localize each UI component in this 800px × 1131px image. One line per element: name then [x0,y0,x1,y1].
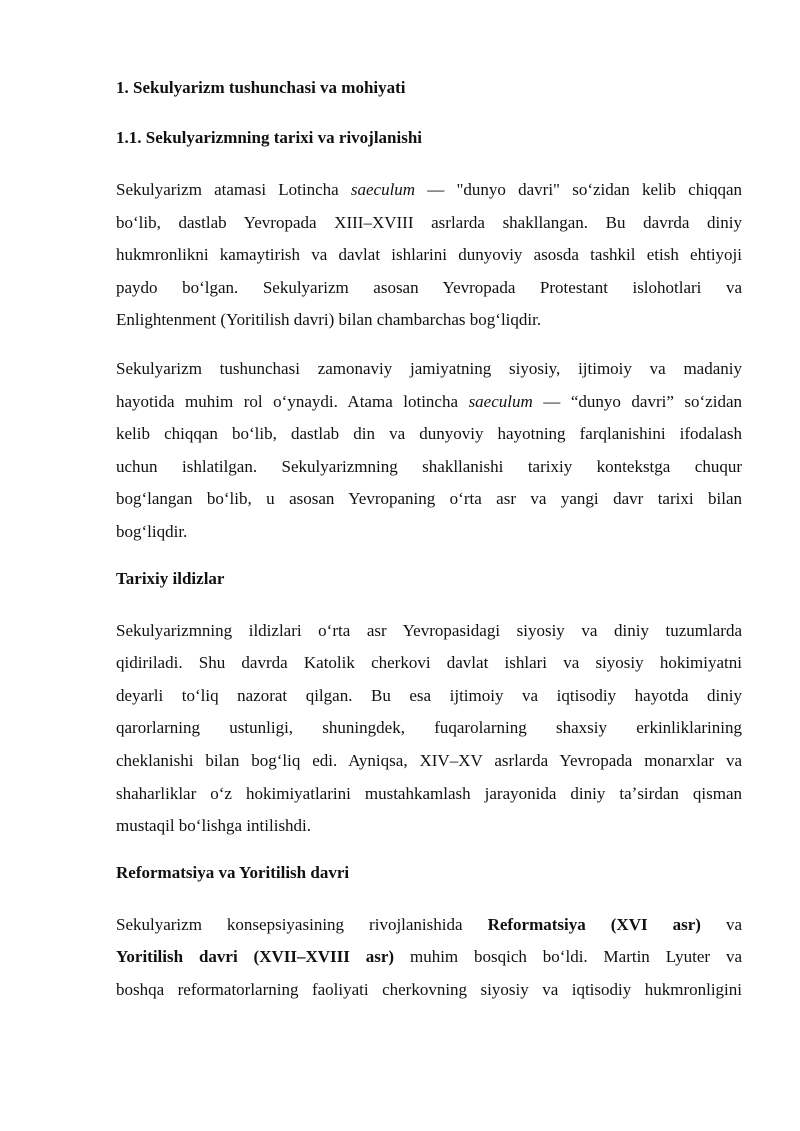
subheading-historical-roots: Tarixiy ildizlar [116,568,225,588]
bold-term: Reformatsiya (XVI asr) [487,914,701,934]
text-run: Sekulyarizm konsepsiyasining rivojlanishida [116,914,488,934]
text-run: muhim bosqich boʻldi. Martin Lyuter va [394,947,742,967]
paragraph-etymology [116,174,742,337]
text-line: boʻlib, dastlab Yevropada XIII–XVIII asrlarda shakllangan. Bu davrda diniy [116,212,742,232]
text-line: paydo boʻlgan. Sekulyarizm asosan Yevropada Protestant islohotlari va [116,277,742,297]
text-line: cheklanishi bilan bogʻliq edi. Ayniqsa, XIV–XV asrlarda Yevropada monarxlar va [116,750,742,770]
text-run: Sekulyarizm atamasi Lotincha [116,180,351,199]
text-line: hukmronlikni kamaytirish va davlat ishlarini dunyoviy asosda tashkil etish ehtiyoji [116,245,742,265]
text-line: qarorlarning ustunligi, shuningdek, fuqarolarning shaxsiy erkinliklarining [116,718,742,738]
text-line: qidiriladi. Shu davrda Katolik cherkovi davlat ishlari va siyosiy hokimiyatni [116,653,742,673]
italic-term: saeculum [468,391,533,411]
text-line: Sekulyarizm tushunchasi zamonaviy jamiyatning siyosiy, ijtimoiy va madaniy [116,358,742,378]
text-line: mustaqil boʻlishga intilishdi. [116,816,312,836]
text-run: va [700,914,742,934]
subheading-reformation: Reformatsiya va Yoritilish davri [116,862,350,882]
text-run: — "dunyo davri" soʻzidan kelib chiqqan [415,180,742,199]
text-line [116,386,742,419]
text-line: boshqa reformatorlarning faoliyati cherkovning siyosiy va iqtisodiy hukmronligini [116,979,742,999]
text-line: bogʻlangan boʻlib, u asosan Yevropaning oʻrta asr va yangi davr tarixi bilan [116,489,742,509]
bold-term: Yoritilish davri (XVII–XVIII asr) [116,947,395,967]
section-heading: 1. Sekulyarizm tushunchasi va mohiyati [116,78,406,97]
text-line: deyarli toʻliq nazorat qilgan. Bu esa ijtimoiy va iqtisodiy hayotda diniy [116,685,742,705]
text-line: shaharliklar oʻz hokimiyatlarini mustahkamlash jarayonida diniy taʼsirdan qisman [116,783,742,803]
text-line [116,941,742,974]
italic-term: saeculum [350,180,416,199]
text-line: kelib chiqqan boʻlib, dastlab din va dunyoviy hayotning farqlanishini ifodalash [116,424,742,444]
text-line: uchun ishlatilgan. Sekulyarizmning shakllanishi tarixiy kontekstga chuqur [116,456,742,476]
text-line [116,909,742,942]
text-run: — “dunyo davri” soʻzidan [532,391,742,411]
subsection-heading: 1.1. Sekulyarizmning tarixi va rivojlanishi [116,128,423,147]
text-line: bogʻliqdir. [116,521,188,541]
paragraph-reformation [116,909,742,1007]
paragraph-roots [116,615,742,843]
text-line: Enlightenment (Yoritilish davri) bilan chambarchas bogʻliqdir. [116,310,542,330]
text-line: Sekulyarizmning ildizlari oʻrta asr Yevropasidagi siyosiy va diniy tuzumlarda [116,620,742,640]
paragraph-concept [116,353,742,549]
text-run: hayotida muhim rol oʻynaydi. Atama lotincha [116,391,469,411]
text-line [116,174,742,207]
document-page [116,74,742,1022]
